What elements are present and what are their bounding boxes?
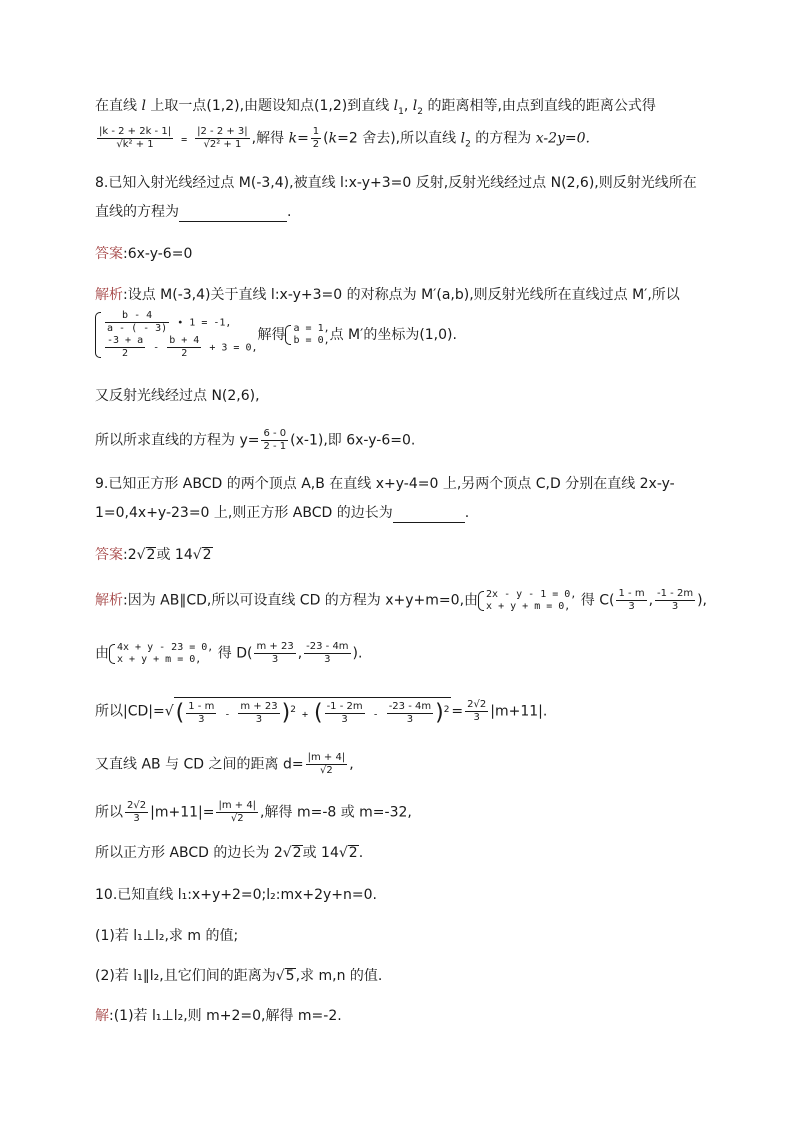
- solution-9-line-5: 所以 $\frac{2√2}{3}$ |m+11|= $\frac{|m + 4|}{√2}$ ,解得 m=-8 或 m=-32,: [95, 800, 412, 824]
- solution-8-system: $\frac{b - 4}{a - ( - 3)}$ • 1 = -1, $\frac{-3 + a}{2}$ - $\frac{b + 4}{2}$ + 3 = 0, 解得 a = 1, b = 0, 点 M′的坐标为(1,0).: [95, 310, 457, 360]
- fraction: $\frac{|2 - 2 + 3|}{\text{√2² + 1}}$: [197, 126, 248, 150]
- solution-8-line-4: 所以所求直线的方程为 y= $\frac{6 - 0}{2 - 1}$ (x-1),即 6x-y-6=0.: [95, 428, 416, 452]
- text-line: 在直线 l 上取一点(1,2),由题设知点(1,2)到直线 $l_1$, $l_2$ 的距离相等,由点到直线的距离公式得: [95, 98, 656, 117]
- equation-system: $\frac{b - 4}{a - ( - 3)}$ • 1 = -1, $\frac{-3 + a}{2}$ - $\frac{b + 4}{2}$ + 3 = 0,: [95, 310, 257, 360]
- solution-8-line-1: 解析:设点 M(-3,4)关于直线 l:x-y+3=0 的对称点为 M′(a,b),则反射光线所在直线过点 M′,所以: [95, 287, 680, 303]
- question-9-line-1: 9.已知正方形 ABCD 的两个顶点 A,B 在直线 x+y-4=0 上,另两个顶点 C,D 分别在直线 2x-y-: [95, 476, 675, 492]
- question-8-line-1: 8.已知入射光线经过点 M(-3,4),被直线 l:x-y+3=0 反射,反射光线经过点 N(2,6),则反射光线所在: [95, 175, 697, 191]
- question-10: 10.已知直线 l₁:x+y+2=0;l₂:mx+2y+n=0.: [95, 887, 377, 903]
- question-9-line-2: 1=0,4x+y-23=0 上,则正方形 ABCD 的边长为 .: [95, 505, 470, 521]
- formula-line: $\frac{|k - 2 + 2k - 1|}{\text{√k² + 1}}$ = $\frac{|2 - 2 + 3|}{\text{√2² + 1}}$ ,解得 k= $\frac{1}{2}$ (k=2 舍去),所以直线 $l_2$ 的方程为 x-2y=0.: [99, 126, 590, 150]
- square-root: ( $\frac{1 - m}{3}$ - $\frac{m + 23}{3}$ )$^2$ + ( $\frac{-1 - 2m}{3}$ - $\frac{-23 - 4m}{3}$ )$^2$: [174, 697, 452, 726]
- solution-9-line-2: 由 4x + y - 23 = 0, x + y + m = 0, 得 D( $\frac{m + 23}{3}$ , $\frac{-23 - 4m}{3}$ ).: [95, 641, 363, 665]
- solution-10-line-1: 解:(1)若 l₁⊥l₂,则 m+2=0,解得 m=-2.: [95, 1008, 342, 1024]
- answer-9: 答案:2√2或 14√2: [95, 547, 212, 563]
- fraction: $\frac{|k - 2 + 2k - 1|}{\text{√k² + 1}}$: [99, 126, 172, 150]
- question-10-part-1: (1)若 l₁⊥l₂,求 m 的值;: [95, 928, 239, 944]
- solution-9-line-6: 所以正方形 ABCD 的边长为 2√2或 14√2.: [95, 845, 364, 861]
- solution-8-line-3: 又反射光线经过点 N(2,6),: [95, 388, 260, 404]
- fraction: $\frac{1}{2}$: [312, 126, 320, 150]
- question-8-line-2: 直线的方程为 .: [95, 204, 292, 220]
- answer-blank: [393, 508, 465, 523]
- question-10-part-2: (2)若 l₁∥l₂,且它们间的距离为√5,求 m,n 的值.: [95, 968, 383, 984]
- answer-blank: [179, 207, 287, 222]
- solution-9-line-1: 解析:因为 AB∥CD,所以可设直线 CD 的方程为 x+y+m=0,由 2x - y - 1 = 0, x + y + m = 0, 得 C( $\frac{1 - m}{3}$ , $\frac{-1 - 2m}{3}$ ),: [95, 588, 707, 612]
- solution-system: a = 1, b = 0,: [285, 323, 329, 347]
- answer-8: 答案:6x-y-6=0: [95, 246, 193, 262]
- solution-9-line-4: 又直线 AB 与 CD 之间的距离 d= $\frac{|m + 4|}{√2}$ ,: [95, 752, 354, 776]
- solution-9-line-3: 所以|CD|=√( $\frac{1 - m}{3}$ - $\frac{m + 23}{3}$ )$^2$ + ( $\frac{-1 - 2m}{3}$ - $\frac{-23 - 4m}{3}$ )$^2$ = $\frac{2√2}{3}$ |m+11|.: [95, 697, 547, 726]
